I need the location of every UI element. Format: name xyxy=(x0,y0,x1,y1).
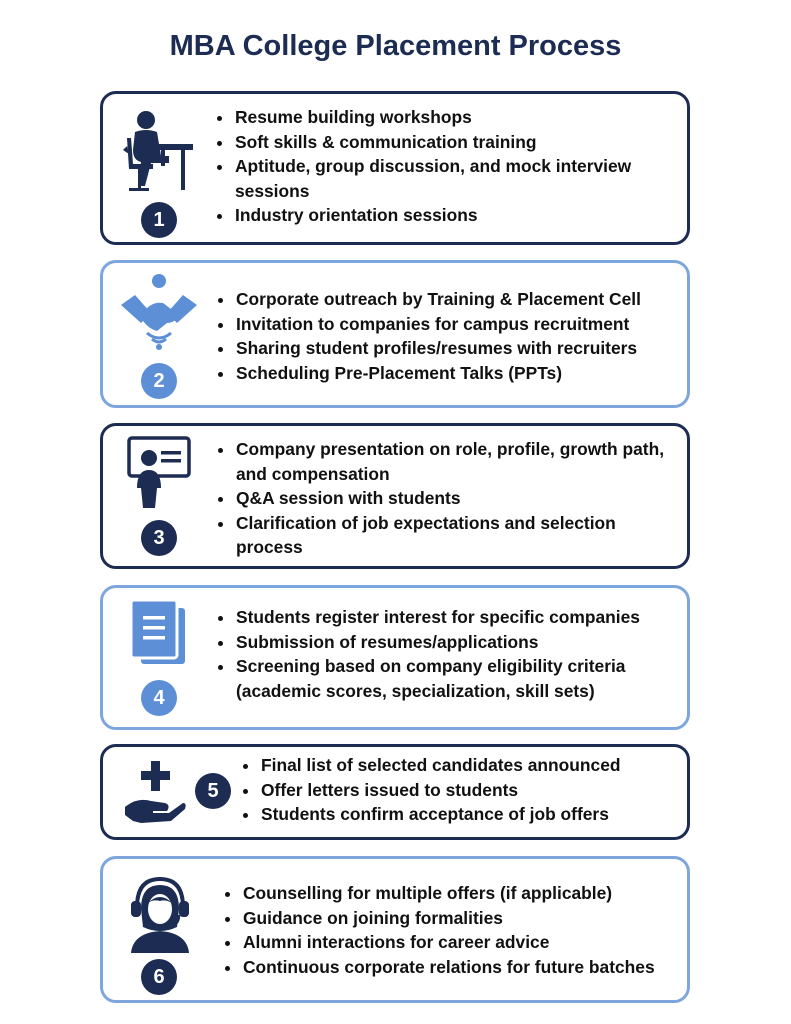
list-item: Invitation to companies for campus recruitment xyxy=(216,312,686,337)
step-4-list xyxy=(216,605,686,703)
list-item: Alumni interactions for career advice xyxy=(223,930,688,955)
list-item: Sharing student profiles/resumes with recruiters xyxy=(216,336,686,361)
list-item: Company presentation on role, profile, growth path, and compensation xyxy=(216,437,676,486)
list-item: Final list of selected candidates announced xyxy=(241,753,681,778)
list-item: Clarification of job expectations and selection process xyxy=(216,511,676,560)
step-number-1: 1 xyxy=(141,202,177,238)
step-card-4 xyxy=(100,585,690,730)
step-card-1 xyxy=(100,91,690,245)
step-number-5: 5 xyxy=(195,773,231,809)
list-item: Soft skills & communication training xyxy=(215,130,675,155)
counsellor-headset-icon xyxy=(127,873,193,953)
documents-icon xyxy=(129,598,189,668)
list-item: Screening based on company eligibility criteria (academic scores, specialization, skill sets) xyxy=(216,654,686,703)
step-1-list xyxy=(215,105,675,228)
step-number-2: 2 xyxy=(141,363,177,399)
step-card-3 xyxy=(100,423,690,569)
list-item: Offer letters issued to students xyxy=(241,778,681,803)
list-item: Corporate outreach by Training & Placement Cell xyxy=(216,287,686,312)
list-item: Counselling for multiple offers (if applicable) xyxy=(223,881,688,906)
step-card-2 xyxy=(100,260,690,408)
step-card-6 xyxy=(100,856,690,1003)
step-3-list xyxy=(216,437,676,560)
presentation-icon xyxy=(127,436,193,508)
step-card-5 xyxy=(100,744,690,840)
step-6-list xyxy=(223,881,688,979)
list-item: Scheduling Pre-Placement Talks (PPTs) xyxy=(216,361,686,386)
list-item: Industry orientation sessions xyxy=(215,203,675,228)
step-5-list xyxy=(241,753,681,827)
list-item: Continuous corporate relations for future batches xyxy=(223,955,688,980)
list-item: Submission of resumes/applications xyxy=(216,630,686,655)
step-number-3: 3 xyxy=(141,520,177,556)
hand-plus-icon xyxy=(123,757,189,827)
list-item: Guidance on joining formalities xyxy=(223,906,688,931)
step-number-6: 6 xyxy=(141,959,177,995)
student-at-desk-icon xyxy=(117,106,197,196)
step-2-list xyxy=(216,287,686,385)
list-item: Q&A session with students xyxy=(216,486,676,511)
handshake-icon xyxy=(117,271,201,351)
list-item: Students confirm acceptance of job offers xyxy=(241,802,681,827)
page-title: MBA College Placement Process xyxy=(169,30,622,62)
list-item: Students register interest for specific companies xyxy=(216,605,686,630)
step-number-4: 4 xyxy=(141,680,177,716)
list-item: Resume building workshops xyxy=(215,105,675,130)
list-item: Aptitude, group discussion, and mock interview sessions xyxy=(215,154,675,203)
